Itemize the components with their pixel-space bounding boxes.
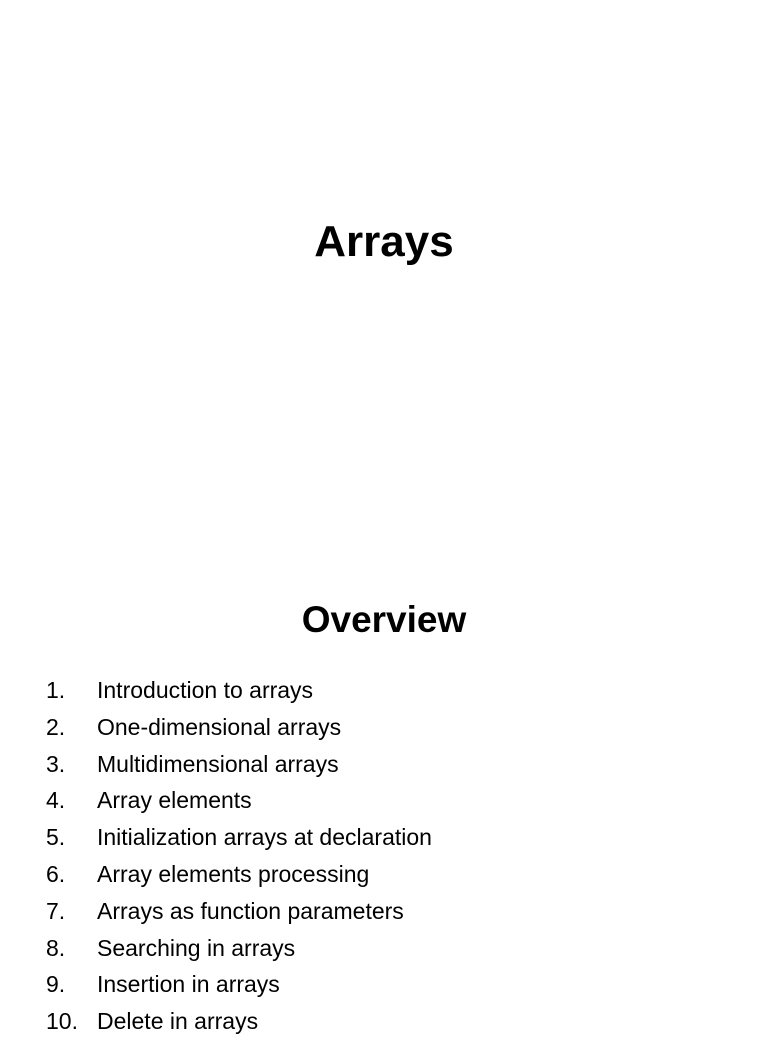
list-item-text: Searching in arrays: [97, 934, 296, 961]
list-item-number: 10.: [46, 1008, 78, 1035]
list-item-number: 4.: [46, 787, 66, 814]
list-item: [0, 856, 768, 893]
list-item: [0, 709, 768, 746]
list-item-text: Arrays as function parameters: [97, 897, 404, 924]
list-item-text: Array elements processing: [97, 860, 370, 887]
list-item-number: 3.: [46, 750, 66, 777]
list-item: [0, 930, 768, 967]
list-item-text: Insertion in arrays: [97, 971, 280, 998]
list-item-text: One-dimensional arrays: [97, 713, 342, 740]
list-item: [0, 1003, 768, 1040]
list-item-number: 1.: [46, 677, 66, 703]
list-item: [0, 966, 768, 1003]
list-item-text: Array elements: [97, 787, 252, 814]
list-item-text: Multidimensional arrays: [97, 750, 339, 777]
overview-list: [0, 672, 768, 1040]
list-item-text: Initialization arrays at declaration: [97, 824, 432, 851]
list-item: [0, 782, 768, 819]
list-item: [0, 893, 768, 930]
list-item-text: Delete in arrays: [97, 1008, 259, 1035]
page-title: Arrays: [314, 217, 454, 266]
list-item-number: 5.: [46, 824, 66, 851]
list-item: [0, 672, 768, 709]
overview-heading: Overview: [301, 599, 467, 640]
list-item-number: 6.: [46, 860, 66, 887]
list-item-number: 7.: [46, 897, 66, 924]
list-item-number: 2.: [46, 713, 66, 740]
list-item-number: 8.: [46, 934, 66, 961]
list-item: [0, 819, 768, 856]
list-item: [0, 746, 768, 783]
list-item-number: 9.: [46, 971, 66, 998]
list-item-text: Introduction to arrays: [97, 677, 314, 703]
